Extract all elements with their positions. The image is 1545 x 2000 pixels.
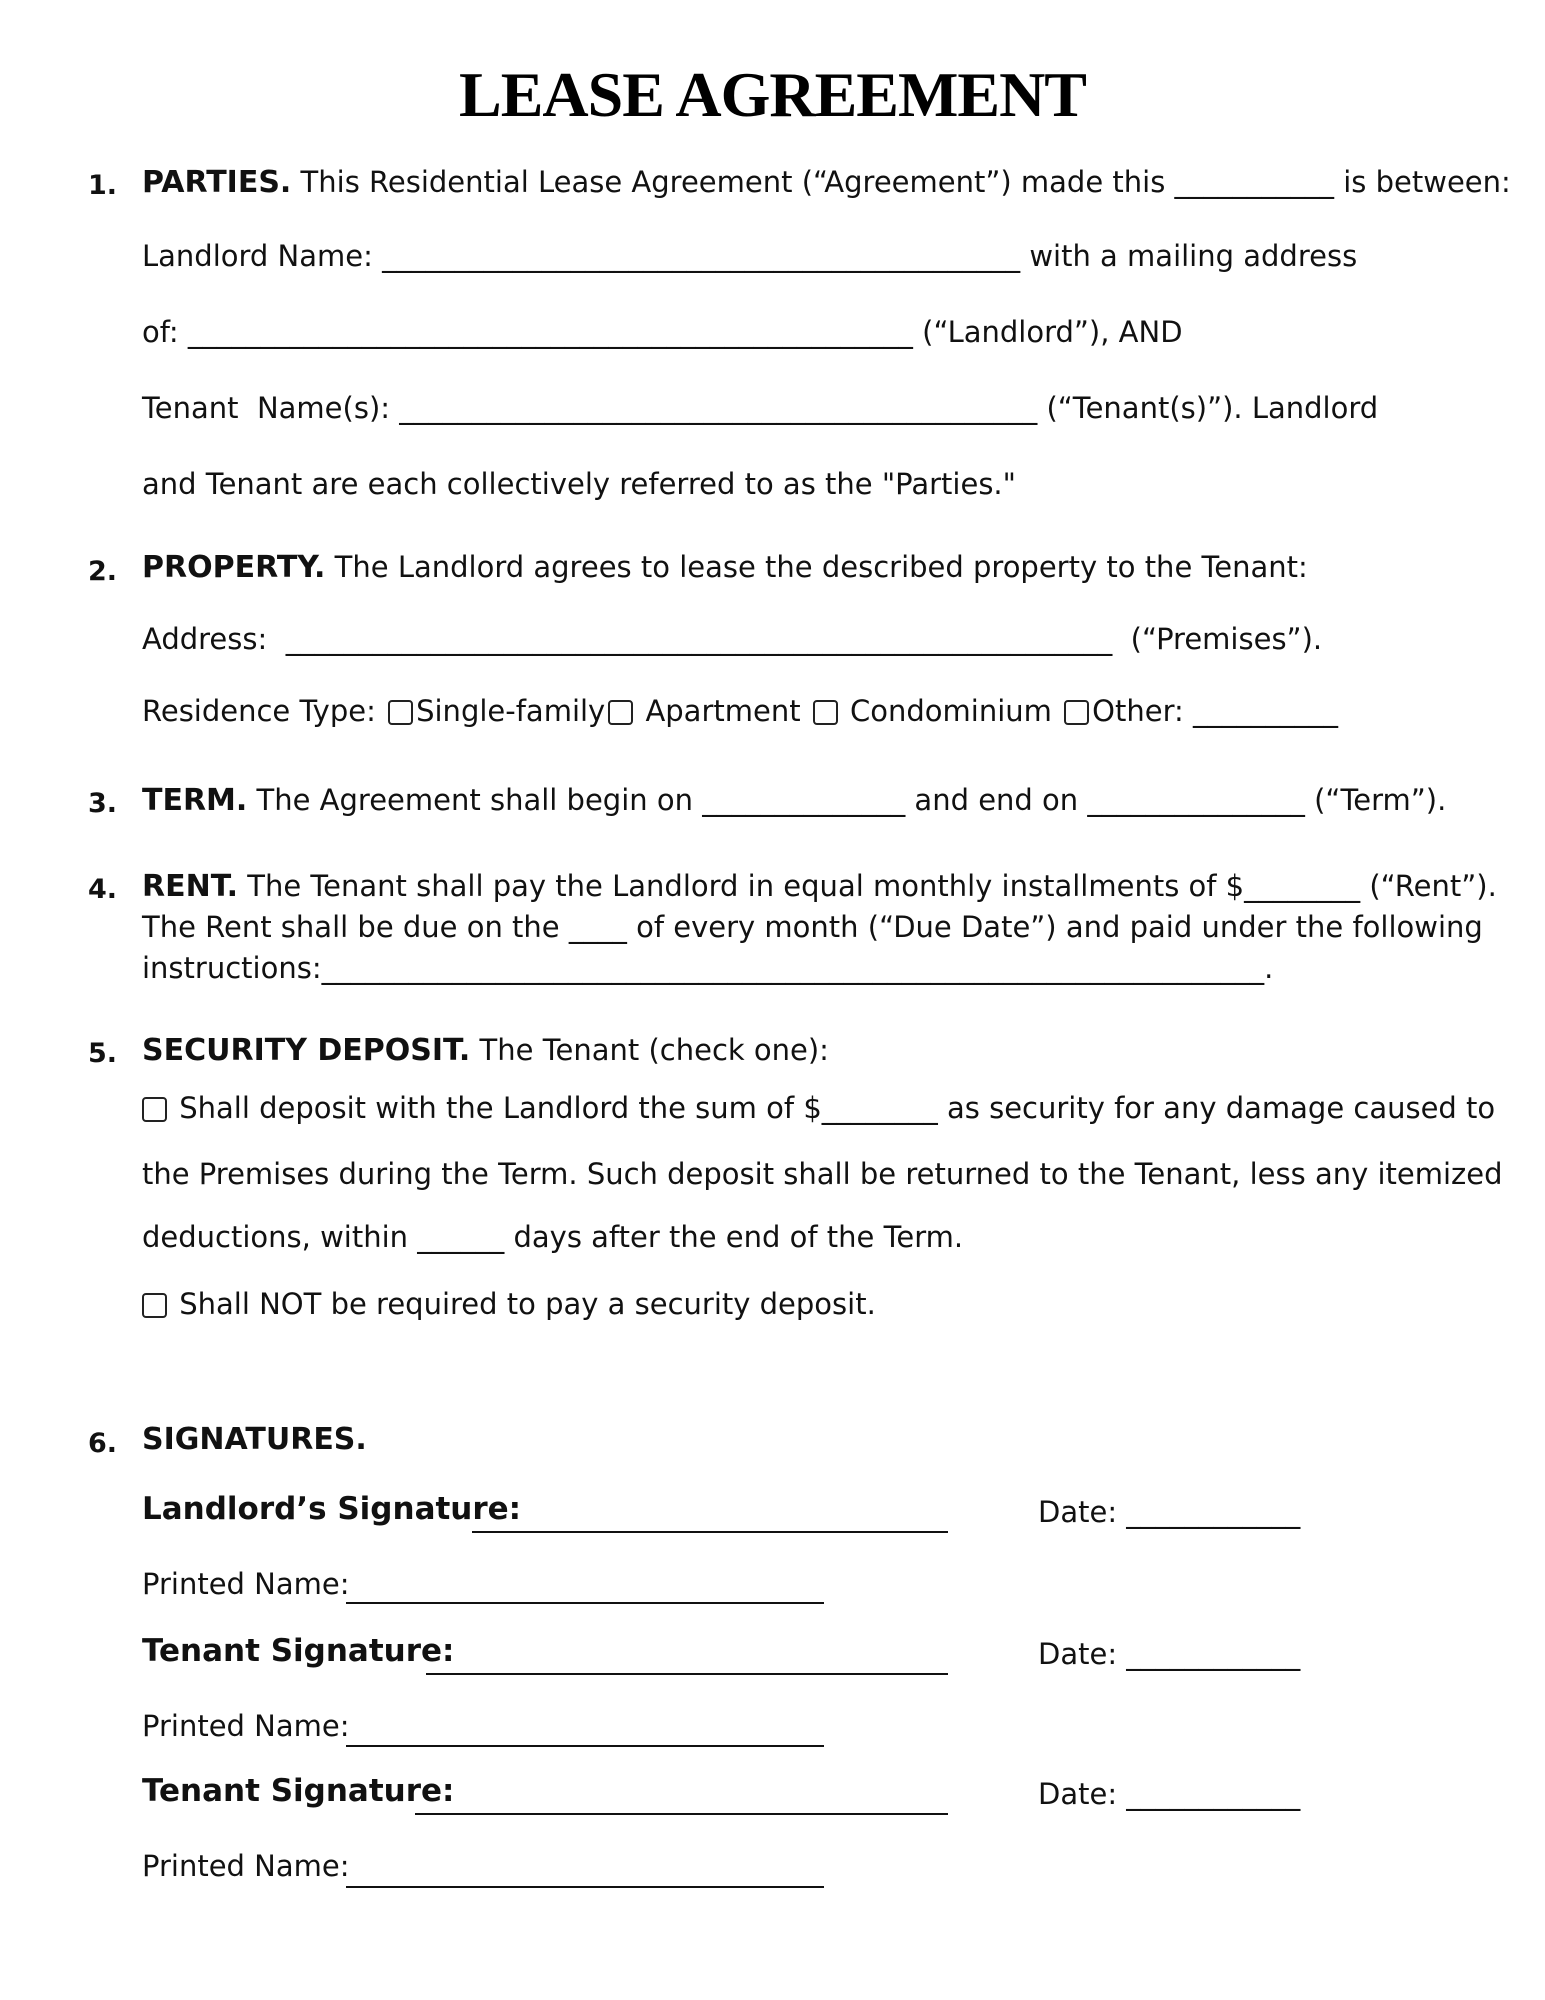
landlord-signature-label: Landlord’s Signature: [142,1491,522,1527]
no-deposit-checkbox[interactable] [142,1293,167,1318]
landlord-printed-name-line[interactable] [346,1602,824,1604]
rent-due-date-line[interactable]: The Rent shall be due on the ____ of every month (“Due Date”) and paid under the following [142,910,1483,944]
rent-instructions-line[interactable]: instructions:_________________________________________________________________. [142,951,1274,985]
landlord-address-line[interactable]: of: __________________________________________________ (“Landlord”), AND [142,315,1183,349]
tenant-1-signature-line[interactable] [426,1673,948,1675]
tenant-2-printed-name-line[interactable] [346,1886,824,1888]
section-1-heading: PARTIES. [142,165,292,200]
landlord-name-line[interactable]: Landlord Name: ____________________________________________ with a mailing address [142,239,1358,273]
deposit-option-1-line-2: the Premises during the Term. Such deposit shall be returned to the Tenant, less any itemized [142,1157,1503,1191]
parties-definition: and Tenant are each collectively referred to as the "Parties." [142,467,1016,501]
deposit-option-1-line-3[interactable]: deductions, within ______ days after the end of the Term. [142,1220,964,1254]
section-5-intro: The Tenant (check one): [470,1033,829,1067]
no-deposit-label: Shall NOT be required to pay a security deposit. [179,1287,876,1321]
tenant-1-signature-label: Tenant Signature: [142,1633,455,1669]
deposit-amount-text[interactable]: Shall deposit with the Landlord the sum of $________ as security for any damage caused to [179,1091,1496,1125]
section-4-line-1 [142,869,1497,904]
section-6-heading: SIGNATURES. [142,1422,367,1457]
section-5-heading: SECURITY DEPOSIT. [142,1033,471,1068]
section-6-number: 6. [88,1428,118,1459]
rent-amount-text[interactable]: The Tenant shall pay the Landlord in equal monthly installments of $________ (“Rent”). [238,869,1497,903]
other-label[interactable]: Other: __________ [1092,694,1338,728]
condominium-checkbox[interactable] [813,700,838,725]
page-title: LEASE AGREEMENT [459,59,1086,130]
section-1-intro: This Residential Lease Agreement (“Agreement”) made this ___________ is between: [291,165,1511,199]
section-5-line-1 [142,1033,829,1068]
section-2-line-1 [142,550,1308,585]
tenant-1-printed-name-label: Printed Name: [142,1709,350,1743]
apartment-label: Apartment [645,694,801,728]
residence-type-label: Residence Type: [142,694,376,728]
section-3-heading: TERM. [142,783,248,818]
landlord-signature-line[interactable] [472,1531,948,1533]
tenant-name-line[interactable]: Tenant Name(s): ____________________________________________ (“Tenant(s)”). Landlord [142,391,1379,425]
section-3-number: 3. [88,788,118,819]
condominium-label: Condominium [850,694,1052,728]
tenant-2-signature-line[interactable] [415,1813,948,1815]
residence-type-row [142,694,1338,728]
section-4-number: 4. [88,874,118,905]
section-5-number: 5. [88,1038,118,1069]
landlord-printed-name-label: Printed Name: [142,1567,350,1601]
section-1-line-1 [142,165,1511,200]
tenant-2-printed-name-label: Printed Name: [142,1849,350,1883]
other-checkbox[interactable] [1064,700,1089,725]
section-6-heading-line [142,1422,367,1457]
single-family-checkbox[interactable] [388,700,413,725]
deposit-option-2-line [142,1287,876,1321]
section-3-line [142,783,1447,818]
deposit-required-checkbox[interactable] [142,1097,167,1122]
section-2-heading: PROPERTY. [142,550,326,585]
section-2-intro: The Landlord agrees to lease the described property to the Tenant: [325,550,1308,584]
section-1-number: 1. [88,170,118,201]
tenant-1-date-field[interactable]: Date: ____________ [1038,1637,1301,1671]
section-2-number: 2. [88,556,118,587]
landlord-date-field[interactable]: Date: ____________ [1038,1495,1301,1529]
deposit-option-1-line-1 [142,1091,1496,1125]
single-family-label: Single-family [416,694,606,728]
apartment-checkbox[interactable] [608,700,633,725]
tenant-2-signature-label: Tenant Signature: [142,1773,455,1809]
term-text[interactable]: The Agreement shall begin on ______________ and end on _______________ (“Term”). [247,783,1447,817]
tenant-2-date-field[interactable]: Date: ____________ [1038,1777,1301,1811]
section-4-heading: RENT. [142,869,239,904]
tenant-1-printed-name-line[interactable] [346,1745,824,1747]
premises-address-line[interactable]: Address: _________________________________________________________ (“Premises”). [142,622,1323,656]
